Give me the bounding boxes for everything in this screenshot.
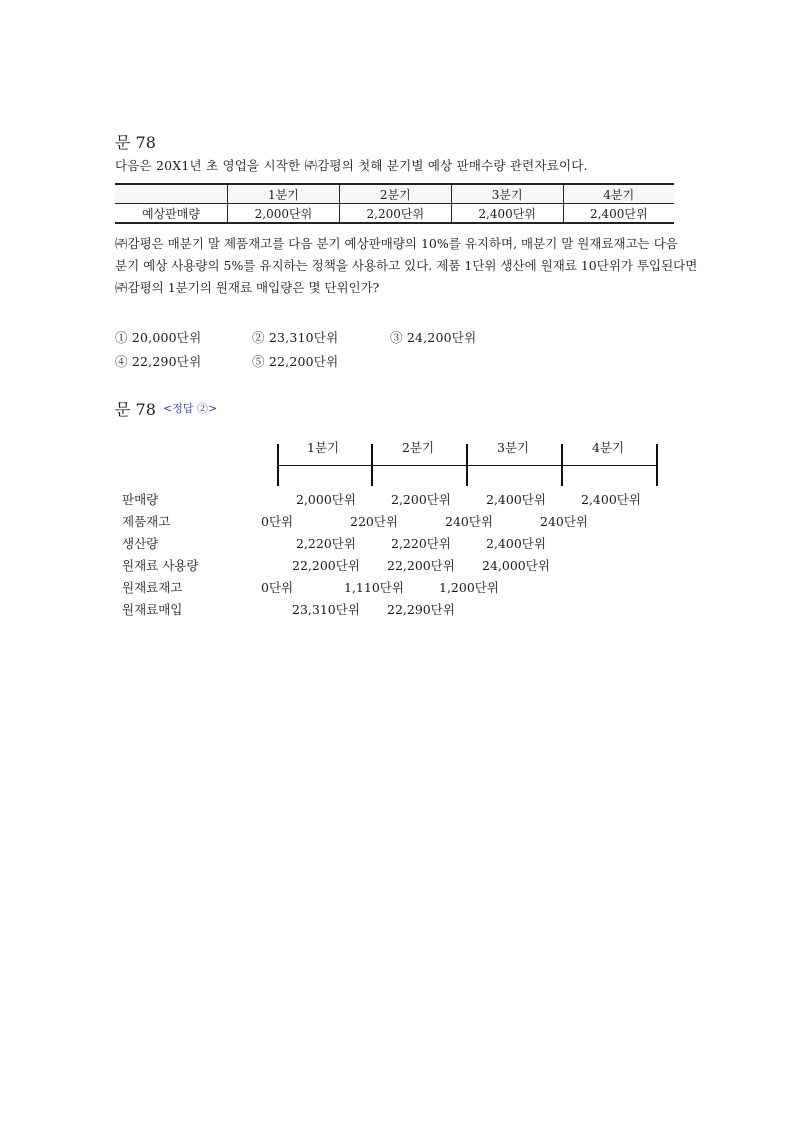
timeline-quarter-label: 1분기: [307, 440, 340, 455]
table-header-cell: 1분기: [228, 184, 340, 204]
question-body: [115, 233, 698, 299]
option-1[interactable]: ① 20,000단위: [115, 330, 202, 345]
body-line: ㈜감평의 1분기의 원재료 매입량은 몇 단위인가?: [115, 280, 380, 295]
row-value: 23,310단위: [292, 602, 360, 617]
timeline-quarter-label: 4분기: [592, 440, 625, 455]
row-value: 2,400단위: [581, 492, 641, 507]
table-header-cell: 2분기: [339, 184, 451, 204]
row-label: 판매량: [122, 492, 159, 507]
body-line: ㈜감평은 매분기 말 제품재고를 다음 분기 예상판매량의 10%를 유지하며, 매분기 말 원재료재고는 다음: [115, 236, 678, 251]
row-label: 원재료재고: [122, 580, 183, 595]
timeline-quarter-label: 2분기: [402, 440, 435, 455]
row-value: 2,400단위: [486, 492, 546, 507]
row-value: 24,000단위: [482, 558, 550, 573]
question-intro: 다음은 20X1년 초 영업을 시작한 ㈜감평의 첫해 분기별 예상 판매수량 관련자료이다.: [115, 158, 588, 173]
row-value: 22,200단위: [292, 558, 360, 573]
row-value: 220단위: [350, 514, 399, 529]
row-value: 2,400단위: [486, 536, 546, 551]
table-cell: 2,000단위: [228, 204, 340, 224]
row-label: 생산량: [122, 536, 159, 551]
row-value: 2,000단위: [296, 492, 356, 507]
table-cell: 2,200단위: [339, 204, 451, 224]
question-title: 문 78: [115, 133, 156, 152]
sales-forecast-table: [115, 183, 674, 224]
table-header-cell: [115, 184, 228, 204]
timeline-quarter-label: 3분기: [497, 440, 530, 455]
row-value: 2,220단위: [391, 536, 451, 551]
table-header-row: [115, 184, 674, 204]
timeline-tick: [656, 444, 658, 486]
row-value: 2,220단위: [296, 536, 356, 551]
row-value: 240단위: [445, 514, 494, 529]
table-header-cell: 4분기: [563, 184, 674, 204]
row-value: 240단위: [540, 514, 589, 529]
body-line: 분기 예상 사용량의 5%를 유지하는 정책을 사용하고 있다. 제품 1단위 생산에 원재료 10단위가 투입된다면: [115, 258, 698, 273]
row-value: 2,200단위: [391, 492, 451, 507]
table-cell: 2,400단위: [563, 204, 674, 224]
answer-tag: <정답 ②>: [163, 402, 218, 415]
row-value: 1,200단위: [439, 580, 499, 595]
row-value: 0단위: [261, 580, 294, 595]
row-value: 22,200단위: [387, 558, 455, 573]
table-cell: 2,400단위: [451, 204, 563, 224]
table-row: [115, 204, 674, 224]
row-label: 원재료매입: [122, 602, 183, 617]
option-5[interactable]: ⑤ 22,200단위: [252, 354, 339, 369]
row-value: 22,290단위: [387, 602, 455, 617]
row-value: 1,110단위: [344, 580, 404, 595]
timeline-tick: [277, 444, 279, 486]
table-row-label: 예상판매량: [115, 204, 228, 224]
row-label: 제품재고: [122, 514, 171, 529]
row-label: 원재료 사용량: [122, 558, 199, 573]
row-value: 0단위: [261, 514, 294, 529]
timeline-tick: [466, 444, 468, 486]
table-header-cell: 3분기: [451, 184, 563, 204]
option-4[interactable]: ④ 22,290단위: [115, 354, 202, 369]
timeline-tick: [371, 444, 373, 486]
option-2[interactable]: ② 23,310단위: [252, 330, 339, 345]
solution-title: 문 78: [115, 400, 156, 419]
option-3[interactable]: ③ 24,200단위: [390, 330, 477, 345]
timeline-tick: [561, 444, 563, 486]
